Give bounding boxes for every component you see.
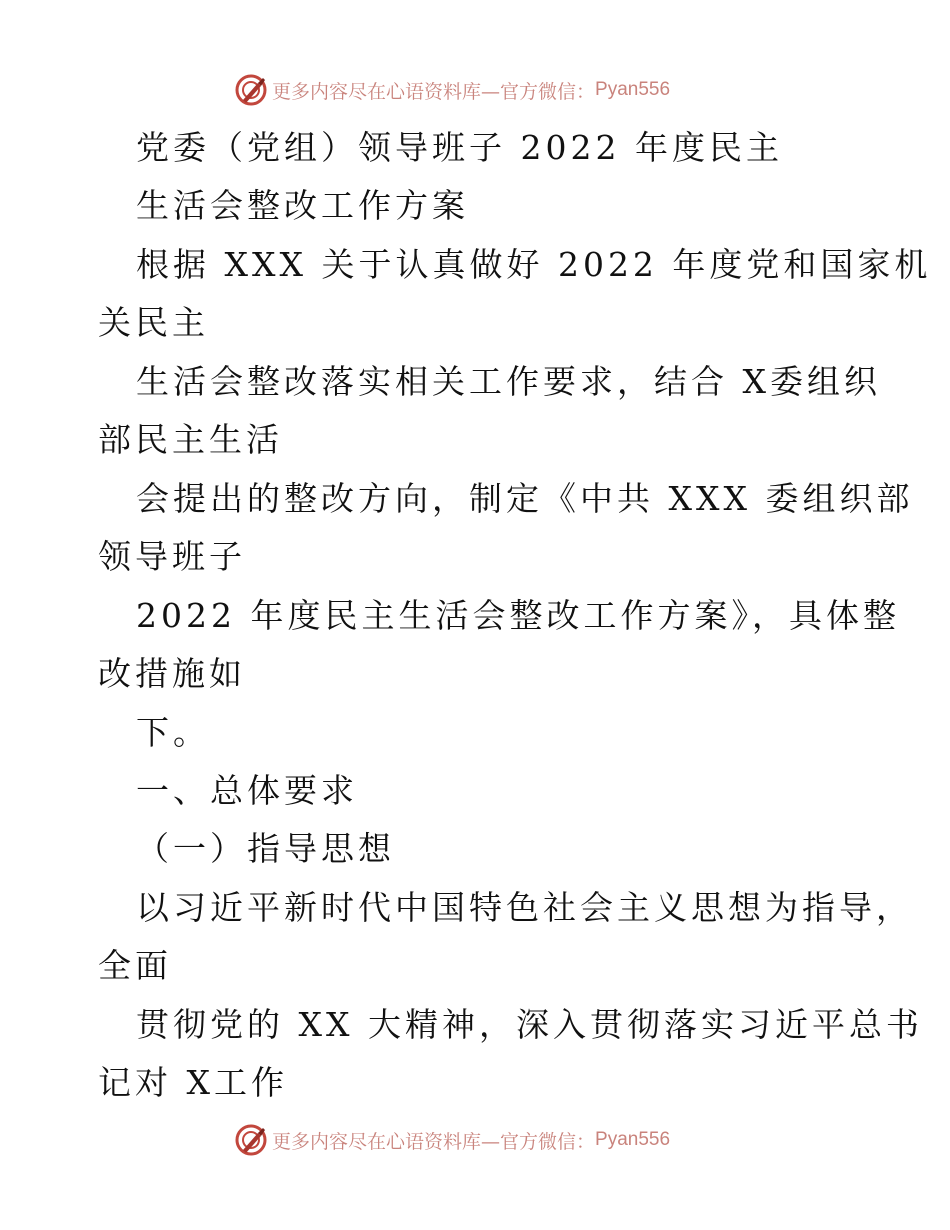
paragraph-line: 下。 xyxy=(136,713,210,752)
paragraph-line: 全面 xyxy=(98,946,172,985)
header-watermark-banner xyxy=(234,72,670,108)
pen-logo-icon xyxy=(234,1123,268,1157)
paragraph-line: 根据 XXX 关于认真做好 2022 年度党和国家机 xyxy=(136,245,932,284)
banner-account: Pyan556 xyxy=(595,1129,671,1150)
paragraph-line: 会提出的整改方向，制定《中共 XXX 委组织部 xyxy=(136,479,914,518)
banner-text: 更多内容尽在心语资料库—官方微信： xyxy=(272,80,596,103)
doc-title-line-1: 党委（党组）领导班子 2022 年度民主 xyxy=(136,128,783,167)
banner-text: 更多内容尽在心语资料库—官方微信： xyxy=(272,1130,596,1153)
paragraph-line: 记对 X工作 xyxy=(98,1063,288,1102)
paragraph-line: 2022 年度民主生活会整改工作方案》，具体整 xyxy=(136,596,900,635)
footer-watermark-banner xyxy=(234,1122,670,1158)
paragraph-line: 关民主 xyxy=(98,303,209,342)
paragraph-line: 贯彻党的 XX 大精神，深入贯彻落实习近平总书 xyxy=(136,1005,923,1044)
banner-account: Pyan556 xyxy=(595,79,671,100)
paragraph-line: 改措施如 xyxy=(98,654,246,693)
paragraph-line: 以习近平新时代中国特色社会主义思想为指导， xyxy=(136,888,913,927)
subsection-heading: （一）指导思想 xyxy=(136,829,395,868)
paragraph-line: 生活会整改落实相关工作要求，结合 X委组织 xyxy=(136,362,881,401)
section-heading: 一、总体要求 xyxy=(136,771,358,810)
paragraph-line: 领导班子 xyxy=(98,537,246,576)
pen-logo-icon xyxy=(234,73,268,107)
paragraph-line: 部民主生活 xyxy=(98,420,283,459)
doc-title-line-2: 生活会整改工作方案 xyxy=(136,186,469,225)
